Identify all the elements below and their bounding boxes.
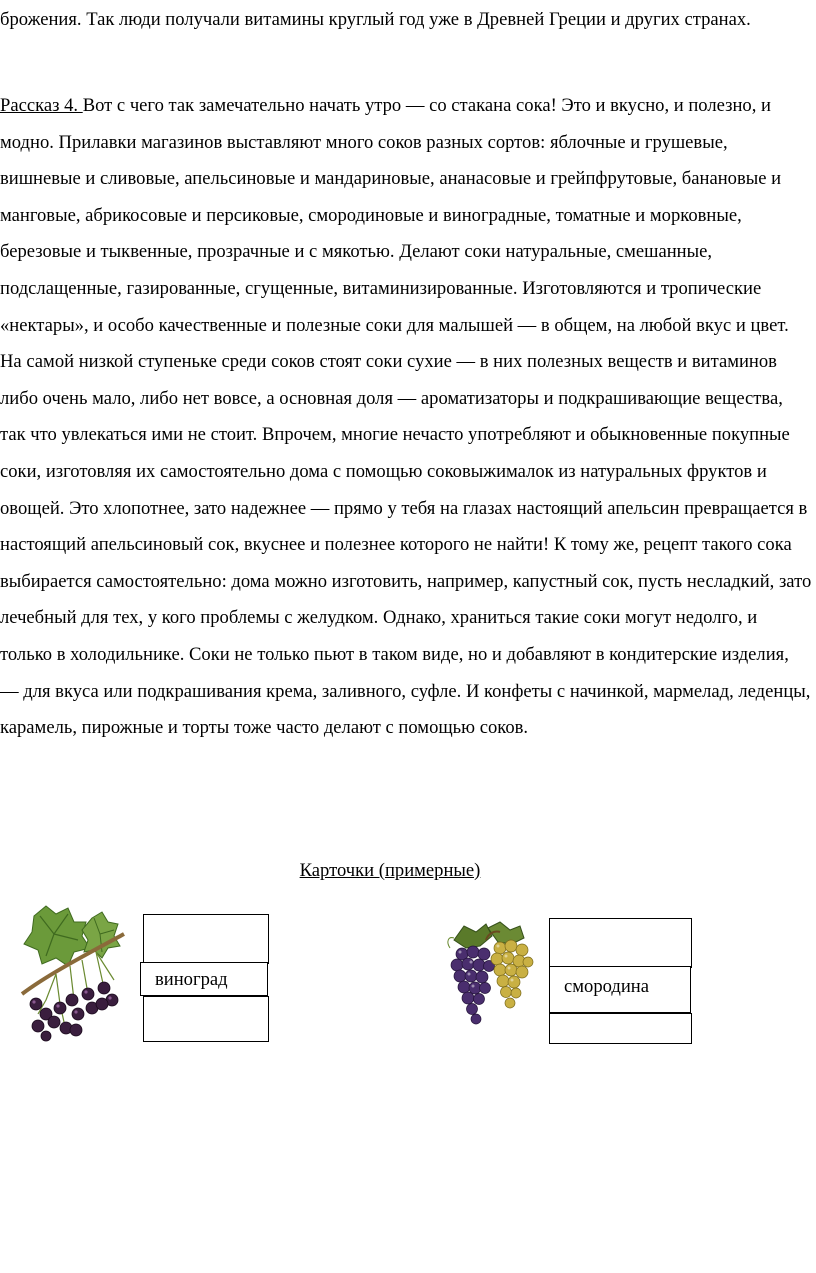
- card2-word-box: смородина: [549, 966, 691, 1013]
- card1-word-box: виноград: [140, 962, 268, 996]
- card2-top-box: [549, 918, 692, 968]
- story-label: Рассказ 4.: [0, 95, 83, 116]
- currant-illustration: [16, 904, 128, 1044]
- intro-paragraph: брожения. Так люди получали витамины круглый год уже в Древней Греции и других странах.: [0, 9, 751, 30]
- card1-bottom-box: [143, 996, 269, 1042]
- cards-title: Карточки (примерные): [299, 860, 481, 881]
- grapes-illustration: [442, 920, 538, 1036]
- story-paragraph: [0, 88, 812, 747]
- card2-bottom-box: [549, 1013, 692, 1044]
- story-text: Вот с чего так замечательно начать утро — со стакана сока! Это и вкусно, и полезно, и модно. Прилавки магазинов выставляют много соков разных сортов: яблочные и грушевые, вишневые и сливовые, апельсиновые и мандариновые, ананасовые и грейпфрутовые, банановые и манговые, абрикосовые и персиковые, смородиновые и виноградные, томатные и морковные, березовые и тыквенные, прозрачные и с мякотью. Делают соки натуральные, смешанные, подслащенные, газированные, сгущенные, витаминизированные. Изготовляются и тропические «нектары», и особо качественные и полезные соки для малышей — в общем, на любой вкус и цвет. На самой низкой ступеньке среди соков стоят соки сухие — в них полезных веществ и витаминов либо очень мало, либо нет вовсе, а основная доля — ароматизаторы и подкрашивающие вещества, так что увлекаться ими не стоит. Впрочем, многие нечасто употребляют и обыкновенные покупные соки, изготовляя их самостоятельно дома с помощью соковыжималок из натуральных фруктов и овощей. Это хлопотнее, зато надежнее — прямо у тебя на глазах настоящий апельсин превращается в настоящий апельсиновый сок, вкуснее и полезнее которого не найти! К тому же, рецепт такого сока выбирается самостоятельно: дома можно изготовить, например, капустный сок, пусть несладкий, зато лечебный для тех, у кого проблемы с желудком. Однако, храниться такие соки могут недолго, и только в холодильнике. Соки не только пьют в таком виде, но и добавляют в кондитерские изделия, — для вкуса или подкрашивания крема, заливного, суфле. И конфеты с начинкой, мармелад, леденцы, карамель, пирожные и торты тоже часто делают с помощью соков.: [0, 95, 812, 739]
- card1-top-box: [143, 914, 269, 964]
